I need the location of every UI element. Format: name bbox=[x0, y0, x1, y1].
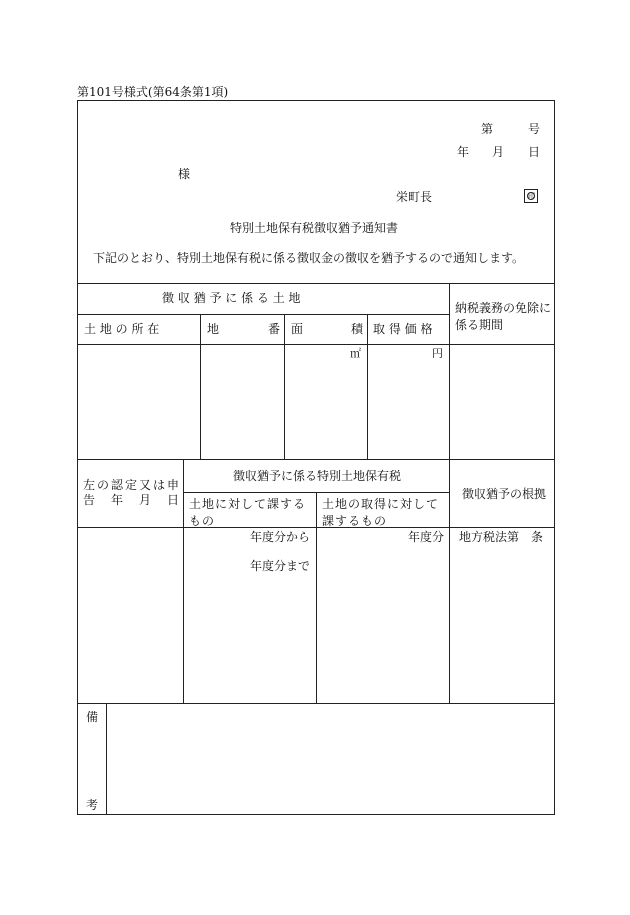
number-suffix: 号 bbox=[528, 122, 541, 136]
price-unit: 円 bbox=[432, 347, 443, 360]
tax-section-heading: 徴収猶予に係る特別土地保有税 bbox=[233, 469, 402, 483]
seal-char: 印 bbox=[528, 192, 535, 200]
col-area-second: 積 bbox=[351, 322, 364, 336]
area-unit: ㎡ bbox=[350, 347, 361, 360]
divider bbox=[77, 459, 555, 460]
col-location: 土 地 の 所 在 bbox=[84, 322, 160, 336]
land-section-heading: 徴 収 猶 予 に 係 る 土 地 bbox=[162, 291, 301, 305]
tax-law-basis: 地方税法第 条 bbox=[459, 530, 544, 544]
fiscal-year-single: 年度分 bbox=[408, 530, 445, 544]
divider bbox=[367, 314, 368, 459]
fiscal-year-from: 年度分から bbox=[250, 530, 311, 544]
notice-form-frame bbox=[77, 100, 555, 815]
divider bbox=[200, 314, 201, 459]
divider bbox=[316, 492, 317, 703]
deferral-basis-label: 徴収猶予の根拠 bbox=[462, 487, 547, 501]
divider bbox=[449, 283, 450, 703]
divider bbox=[284, 314, 285, 459]
remarks-label-second: 考 bbox=[86, 798, 99, 812]
col-area-first: 面 bbox=[291, 322, 304, 336]
date-year-label: 年 bbox=[457, 145, 470, 159]
divider bbox=[106, 703, 107, 815]
col-lot-number-first: 地 bbox=[207, 322, 220, 336]
issuer-name: 栄町長 bbox=[396, 190, 433, 204]
divider bbox=[183, 459, 184, 703]
remarks-label-first: 備 bbox=[86, 710, 99, 724]
date-month-label: 月 bbox=[492, 145, 505, 159]
form-number: 第101号様式(第64条第1項) bbox=[77, 85, 229, 99]
document-title: 特別土地保有税徴収猶予通知書 bbox=[230, 221, 399, 235]
divider bbox=[77, 703, 555, 704]
col-acquisition-tax: 土地の取得に対して課するもの bbox=[322, 497, 440, 528]
date-day-label: 日 bbox=[528, 145, 541, 159]
number-prefix: 第 bbox=[481, 122, 494, 136]
col-acquisition-price: 取 得 価 格 bbox=[373, 322, 433, 336]
divider bbox=[77, 344, 555, 345]
notice-body-text: 下記のとおり、特別土地保有税に係る徴収金の徴収を猶予するので通知します。 bbox=[93, 251, 525, 265]
exemption-period-label: 納税義務の免除に係る期間 bbox=[455, 301, 552, 332]
approval-date-label-line1: 左の認定又は申 bbox=[83, 478, 182, 492]
col-lot-number-second: 番 bbox=[268, 322, 281, 336]
fiscal-year-to: 年度分まで bbox=[250, 559, 311, 573]
divider bbox=[77, 283, 555, 284]
approval-date-label-line2: 告 年 月 日 bbox=[83, 493, 182, 507]
seal-mark-icon bbox=[524, 189, 538, 203]
divider bbox=[77, 314, 449, 315]
col-land-tax: 土地に対して課するもの bbox=[189, 497, 307, 528]
addressee-suffix: 様 bbox=[178, 167, 191, 181]
